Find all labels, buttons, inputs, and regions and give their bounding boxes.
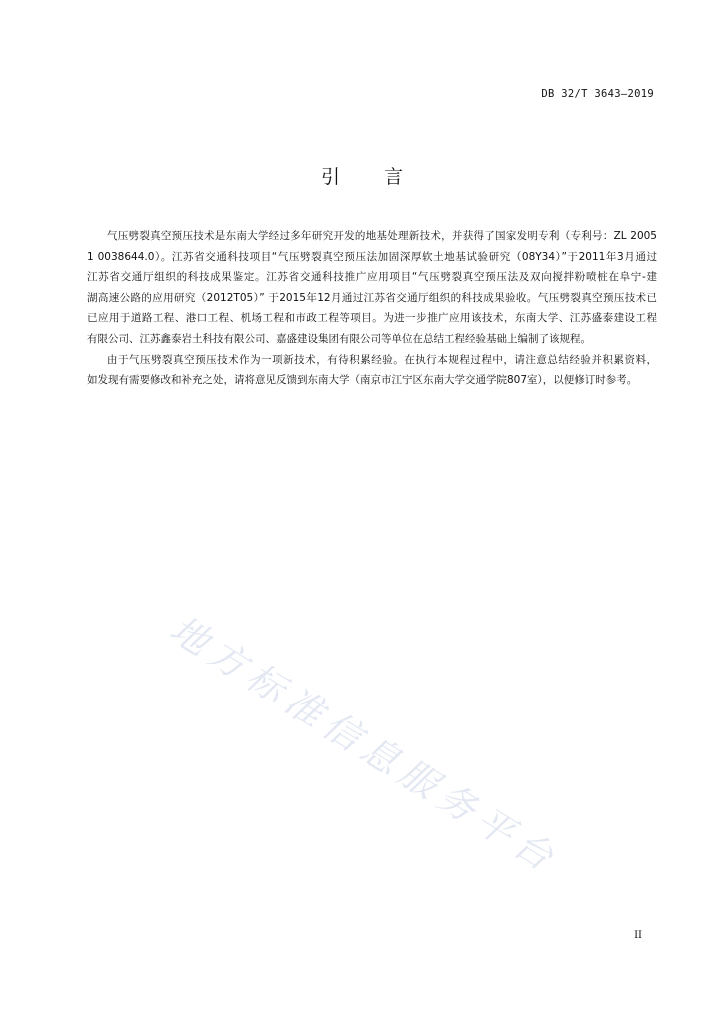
text-line: 湖高速公路的应用研究（2012T05）” 于2015年12月通过江苏省交通厅组织的科技成果验收。气压劈裂真空预压技术已	[87, 291, 657, 304]
text-line: 气压劈裂真空预压技术是东南大学经过多年研究开发的地基处理新技术，并获得了国家发明专利（专利号：ZL 2005	[107, 230, 657, 242]
text-line: 由于气压劈裂真空预压技术作为一项新技术，有待积累经验。在执行本规程过程中，请注意总结经验并积累资料，	[107, 353, 657, 366]
title-char-1: 引	[320, 166, 340, 188]
text-line: 1 0038644.0）。江苏省交通科技项目“气压劈裂真空预压法加固深厚软土地基试验研究（08Y34）”于2011年3月通过	[87, 250, 657, 263]
text-line: 已应用于道路工程、港口工程、机场工程和市政工程等项目。为进一步推广应用该技术，东南大学、江苏盛泰建设工程	[87, 312, 657, 325]
text-line: 有限公司、江苏鑫泰岩土科技有限公司、嘉盛建设集团有限公司等单位在总结工程经验基础上编制了该规程。	[87, 332, 591, 345]
text-line: 如发现有需要修改和补充之处，请将意见反馈到东南大学（南京市江宁区东南大学交通学院807室），以便修订时参考。	[87, 374, 638, 387]
text-line: 江苏省交通厅组织的科技成果鉴定。江苏省交通科技推广应用项目“气压劈裂真空预压法及双向搅拌粉喷桩在阜宁-建	[87, 271, 657, 284]
body-text	[87, 226, 657, 391]
paragraph-1	[87, 226, 657, 350]
title-char-2: 言	[384, 166, 404, 188]
page-title	[0, 162, 724, 189]
standard-code: DB 32/T 3643—2019	[541, 88, 654, 100]
watermark: 地方标准信息服务平台	[162, 607, 567, 883]
page-number: II	[634, 930, 642, 941]
paragraph-2	[87, 350, 657, 391]
